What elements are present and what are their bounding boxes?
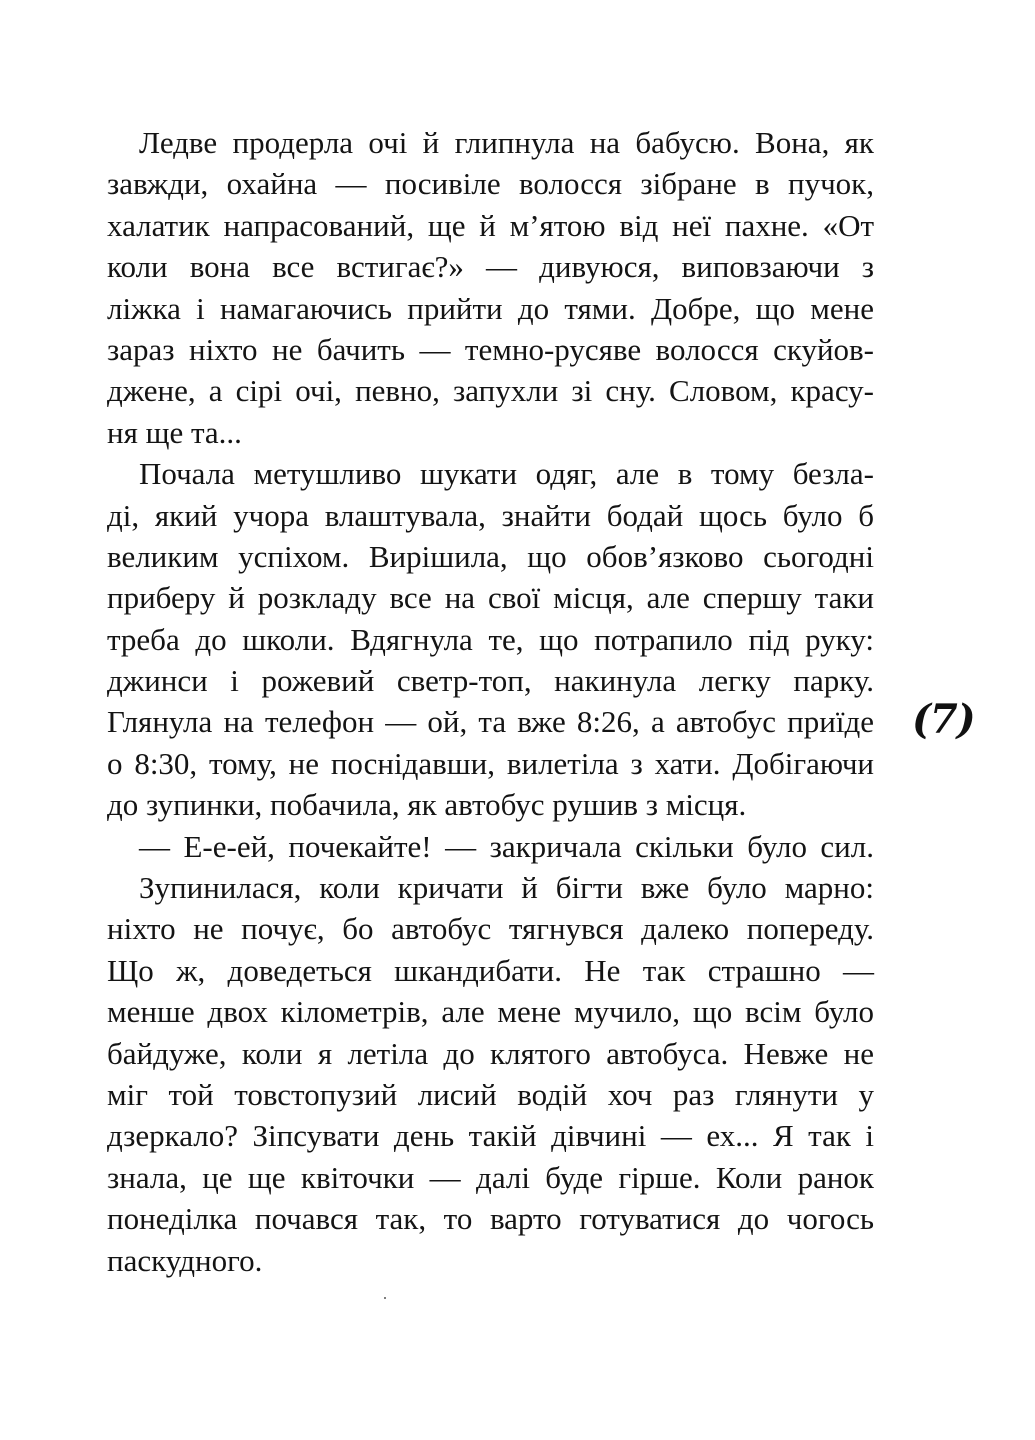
text-line: менше двох кілометрів, але мене мучило, що всім було xyxy=(107,994,874,1030)
text-line: великим успіхом. Вирішила, що обов’язково сьогодні xyxy=(107,538,874,574)
scan-speck xyxy=(384,1297,386,1299)
paragraph-3-dialogue xyxy=(107,826,874,867)
paragraph-1 xyxy=(107,122,874,453)
text-line: дзеркало? Зіпсувати день такій дівчині — ех... Я так і xyxy=(107,1118,874,1154)
text-line: до зупинки, побачила, як автобус рушив з місця. xyxy=(107,787,747,823)
paragraph-2 xyxy=(107,453,874,826)
text-line: ня ще та... xyxy=(107,414,242,450)
text-line: Зупинилася, коли кричати й бігти вже було марно: xyxy=(139,870,874,906)
text-line: приберу й розкладу все на свої місця, але спершу таки xyxy=(107,580,874,616)
text-line: зараз ніхто не бачить — темно-русяве волосся скуйов- xyxy=(107,331,874,367)
text-line: завжди, охайна — посивіле волосся зібране в пучок, xyxy=(107,166,874,202)
text-line: треба до школи. Вдягнула те, що потрапило під руку: xyxy=(107,621,874,657)
text-line: ліжка і намагаючись прийти до тями. Добре, що мене xyxy=(107,290,874,326)
text-line: джене, а сірі очі, певно, запухли зі сну. Словом, красу- xyxy=(107,373,874,409)
text-line: о 8:30, тому, не поснідавши, вилетіла з хати. Добігаючи xyxy=(107,745,874,781)
text-line: знала, це ще квіточки — далі буде гірше. Коли ранок xyxy=(107,1159,874,1195)
text-line: Глянула на телефон — ой, та вже 8:26, а автобус приїде xyxy=(107,704,874,740)
text-line: Почала метушливо шукати одяг, але в тому безла- xyxy=(139,456,874,492)
text-line: джинси і рожевий светр-топ, накинула легку парку. xyxy=(107,663,874,699)
text-line: — Е-е-ей, почекайте! — закричала скільки було сил. xyxy=(139,828,874,864)
text-line: халатик напрасований, ще й м’ятою від неї пахне. «От xyxy=(107,207,874,243)
text-line: байдуже, коли я летіла до клятого автобуса. Невже не xyxy=(107,1035,874,1071)
text-line: паскудного. xyxy=(107,1242,263,1278)
text-line: міг той товстопузий лисий водій хоч раз глянути у xyxy=(107,1076,874,1112)
text-line: Що ж, доведеться шкандибати. Не так страшно — xyxy=(107,952,874,988)
text-line: коли вона все встигає?» — дивуюся, виповзаючи з xyxy=(107,249,874,285)
text-line: Ледве продерла очі й глипнула на бабусю. Вона, як xyxy=(139,125,874,160)
body-text xyxy=(107,122,874,1281)
text-line: ніхто не почує, бо автобус тягнувся далеко попереду. xyxy=(107,911,874,947)
paragraph-4 xyxy=(107,867,874,1281)
page-number: (7) xyxy=(912,696,975,743)
text-line: ді, який учора влаштувала, знайти бодай щось було б xyxy=(107,497,874,533)
text-line: понеділка почався так, то варто готуватися до чогось xyxy=(107,1201,874,1237)
